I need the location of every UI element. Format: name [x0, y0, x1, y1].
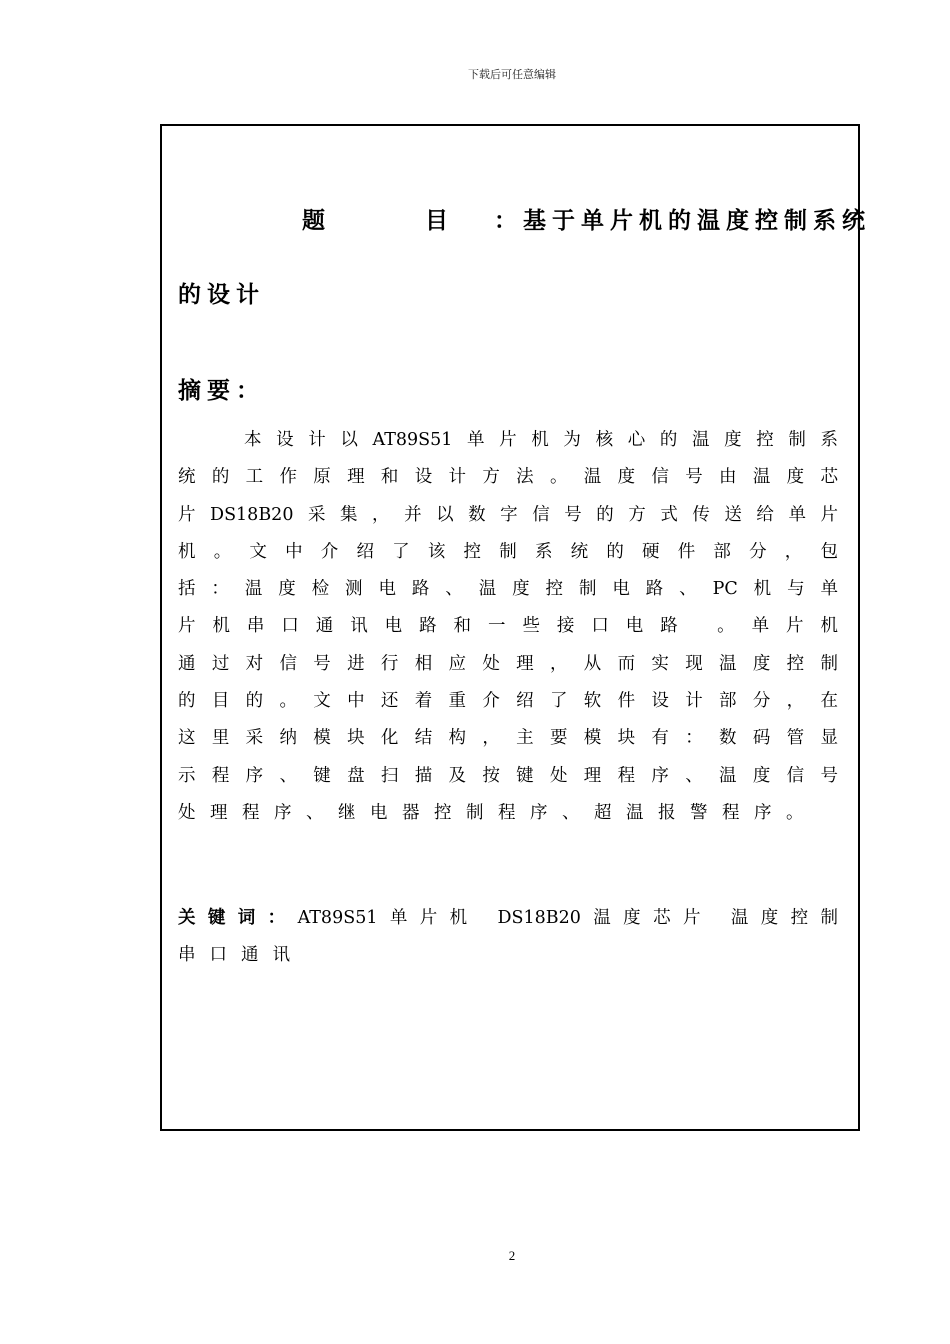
document-frame: [160, 124, 872, 1131]
abstract-line: 处理程序、继电器控制程序、超温报警程序。: [178, 802, 818, 823]
abstract-line: 片机串口通讯电路和一些接口电路 。单片机: [178, 616, 838, 637]
abstract-line: 片DS18B20采集，并以数字信号的方式传送给单片: [178, 504, 838, 525]
keywords-label: 关键词：: [178, 908, 298, 928]
keywords: [178, 900, 838, 974]
keywords-line-2: 串口通讯: [178, 945, 304, 965]
page-number: 2: [508, 1248, 516, 1263]
title-label: 题 目: [302, 208, 495, 234]
title-line-2: 的设计: [178, 282, 265, 308]
abstract-line: 的目的。文中还着重介绍了软件设计部分，在: [178, 691, 838, 712]
keywords-text: AT89S51单片机 DS18B20温度芯片 温度控制: [297, 908, 839, 928]
abstract-line: 通过对信号进行相应处理，从而实现温度控制: [178, 653, 838, 674]
abstract-heading: 摘要：: [178, 378, 265, 404]
abstract-line: 机。文中介绍了该控制系统的硬件部分，包: [178, 541, 838, 562]
abstract-line: 括：温度检测电路、温度控制电路、PC机与单: [178, 579, 838, 600]
abstract-body: [178, 422, 838, 832]
abstract-line: 统的工作原理和设计方法。温度信号由温度芯: [178, 467, 838, 488]
abstract-line: 这里采纳模块化结构，主要模块有：数码管显: [178, 728, 838, 749]
keywords-line-1: [178, 900, 838, 937]
abstract-line: 示程序、键盘扫描及按键处理程序、温度信号: [178, 765, 838, 786]
header-note: 下载后可任意编辑: [468, 68, 556, 81]
title-line-1: [302, 202, 872, 235]
title-text: ：基于单片机的温度控制系统: [494, 208, 872, 234]
abstract-line: 本设计以AT89S51单片机为核心的温度控制系: [244, 430, 838, 450]
